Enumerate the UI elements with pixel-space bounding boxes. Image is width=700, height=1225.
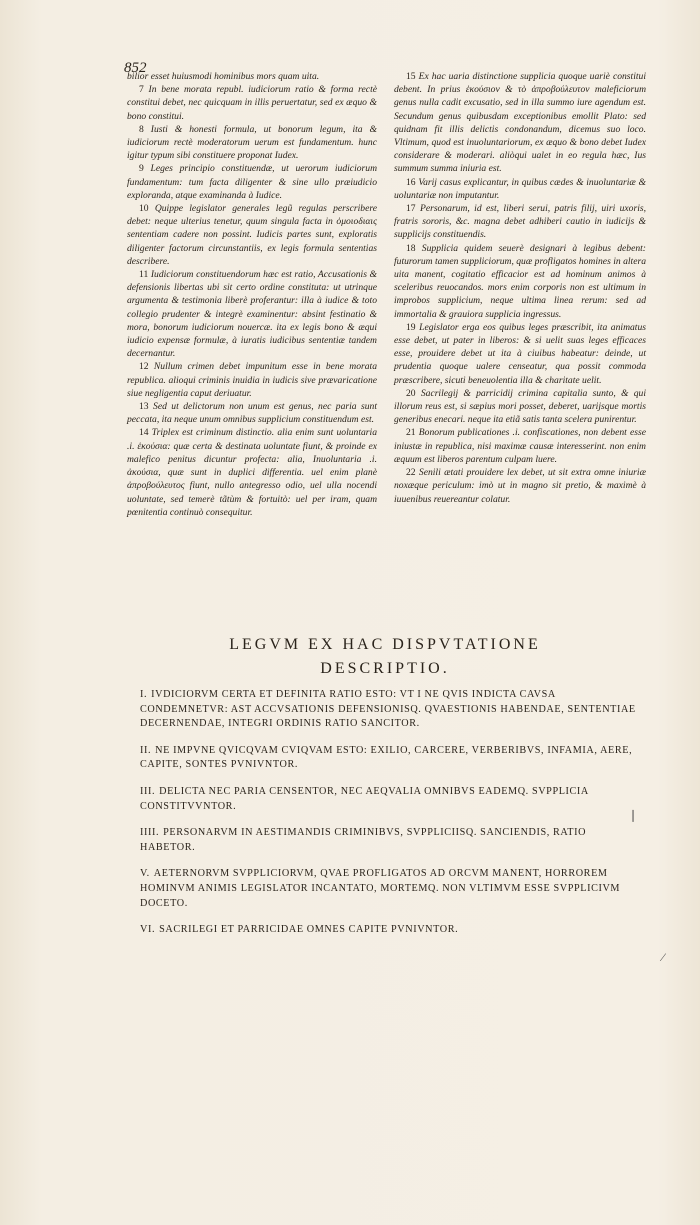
law-item: V. AETERNORVM SVPPLICIORVM, QVAE PROFLIGATOS AD ORCVM MANENT, HORROREM HOMINVM ANIMIS LEGISLATOR INCANTATO, MORTEMQ. NON VLTIMVM ESSE SVPPLICIVM DOCETO.: [140, 868, 621, 909]
section-subheading: DESCRIPTIO.: [320, 660, 450, 677]
paragraph: 7 In bene morata republ. iudiciorum ratio & forma rectè constitui debet, nec quicquam in illis peruertatur, sed ex æquo & bono constitui.: [127, 84, 377, 122]
law-item: IIII. PERSONARVM IN AESTIMANDIS CRIMINIBVS, SVPPLICIISQ. SANCIENDIS, RATIO HABETOR.: [140, 827, 587, 853]
paragraph: 13 Sed ut delictorum non unum est genus, nec paria sunt peccata, ita neque unum omnibus supplicium constituendum est.: [127, 401, 377, 426]
paragraph: 12 Nullum crimen debet impunitum esse in bene morata republica. alioqui criminis inuidia in iudicis sive prævaricatione siue negligentia caput deriuatur.: [127, 361, 377, 399]
paragraph: 17 Personarum, id est, liberi serui, patris filij, uiri uxoris, fratris sororis, &c. magna debet adhiberi cautio in iudicijs & supplicijs constituendis.: [394, 203, 646, 241]
section-heading: LEGVM EX HAC DISPVTATIONE: [229, 636, 541, 653]
paragraph: 21 Bonorum publicationes .i. confiscationes, non debent esse iniustæ in republica, nisi maximæ causæ interesserint. non enim æquum est liberos parentum culpam luere.: [394, 427, 646, 465]
paragraph: 15 Ex hac uaria distinctione supplicia quoque uariè constitui debent. In prius ἑκούσιον & τὸ ἀπροβούλευτον maleficiorum genus nulla cadit excusatio, sed in illa summo iure agendum est. Secundum genus quibusdam exceptionibus emollit Plato: sed quidnam fit illis delictis condonandum, dicemus suo loco. Vltimum, quod est inuoluntariorum, ex æquo & bono debet Iudex considerare & moderari. aliòqui ualet in eo regula hæc, Ius summum summa iniuria est.: [394, 71, 646, 175]
right-column: [394, 70, 646, 506]
law-item: III. DELICTA NEC PARIA CENSENTOR, NEC AEQVALIA OMNIBVS EADEMQ. SVPPLICIA CONSTITVVNTOR.: [140, 785, 589, 812]
paragraph: 19 Legislator erga eos quibus leges præscribit, ita animatus esse debet, ut pater in liberos: & si uelit suas leges efficaces esse, prouidere debet ut ita à ciuibus habeatur: deinde, ut prudentia quoque ualere censeatur, qua possit commoda præscribere, sicuti beneuolentia illa & charitate uelit.: [394, 321, 646, 386]
paragraph: 22 Senili ætati prouidere lex debet, ut sit extra omne iniuriæ noxæque periculum: imò ut in magno sit pretio, & maximè à iuuenibus reuereantur colatur.: [394, 467, 646, 505]
law-item: II. NE IMPVNE QVICQVAM CVIQVAM ESTO: EXILIO, CARCERE, VERBERIBVS, INFAMIA, AERE, CAPITE, SONTES PVNIVNTOR.: [140, 744, 633, 771]
law-item: I. IVDICIORVM CERTA ET DEFINITA RATIO ESTO: VT I NE QVIS INDICTA CAVSA CONDEMNETVR: AST ACCVSATIONIS DEFENSIONISQ. QVAESTIONIS HABENDAE, SENTENTIAE DECERNENDAE, INTEGRI ORDINIS RATIO SANCITOR.: [140, 689, 636, 730]
paragraph: 11 Iudiciorum constituendorum hæc est ratio, Accusationis & defensionis libertas ubi sit certo ordine constituta: ut utrinque argumenta & testimonia liberè proferantur: illa à iudice & toto collegio prudenter & integrè examinentur: absint festinatio & mora, bonorum iudiciorum nouercæ. ita ex legis bono & æqui iudicio expensæ formulæ, à iuratis iudicibus sententiæ tandem decernantur.: [127, 269, 377, 360]
paragraph: 8 Iusti & honesti formula, ut bonorum legum, ita & iudiciorum rectè moderatorum uerum est fundamentum. hunc igitur typum sibi constituere proponat Iudex.: [127, 123, 377, 162]
paragraph: 18 Supplicia quidem seuerè designari à legibus debent: futurorum tamen suppliciorum, quæ profligatos homines in altera uita manent, cogitatio efficacior est ad hominum animos à sceleribus reuocandos. mors enim corporis non est ultimum in improbos supplicium, neque ultima linea rerum: sed ad immortalia & grauiora supplicia ingressus.: [394, 242, 646, 320]
paragraph: 10 Quippe legislator generales legũ regulas perscribere debet: neque ulterius tenetur, quum singula facta in ὁμοιοδιαις sententiam cadere non possint. Iudicis partes sunt, exploratis diligenter factorum circunstantiis, ex legis formula sententias describere.: [127, 203, 377, 267]
laws-list: [140, 688, 640, 950]
paragraph: 14 Triplex est criminum distinctio. alia enim sunt uoluntaria .i. ἑκούσια: quæ certa & destinata uoluntate fiunt, & proinde ex malefico penitus dicuntur profecta: alia, Inuoluntaria .i. ἀκούσια, quæ sunt in duplici differentia. uel enim planè ἀπροβούλευτος fiunt, nullo antegresso odio, uel ulla nocendi uoluntate, sed temerè tãtùm & fortuitò: uel per iram, quam pœnitentia continuò consequitur.: [127, 427, 377, 518]
paragraph: 20 Sacrilegij & parricidij crimina capitalia sunto, & qui illorum reus est, si sæpius mori posset, deberet, uarijsque mortis generibus enecari. neque ita etiã satis tanta scelera punirentur.: [394, 387, 646, 426]
page-number: 852: [124, 60, 147, 76]
law-item: VI. SACRILEGI ET PARRICIDAE OMNES CAPITE PVNIVNTOR.: [140, 924, 459, 936]
ink-mark-icon: ❘: [628, 808, 639, 822]
ink-mark-icon: ⁄: [662, 950, 665, 964]
left-column: [127, 70, 377, 519]
paragraph: bilior esset huiusmodi hominibus mors quam uita.: [127, 71, 320, 82]
paragraph: 16 Varij casus explicantur, in quibus cædes & inuoluntariæ & uoluntariæ non imputantur.: [394, 176, 646, 201]
paragraph: 9 Leges principio constituendæ, ut uerorum iudiciorum fundamentum: tum facta diligenter & sine ullo præiudicio exploranda, atque examinanda à Iudice.: [127, 163, 377, 201]
